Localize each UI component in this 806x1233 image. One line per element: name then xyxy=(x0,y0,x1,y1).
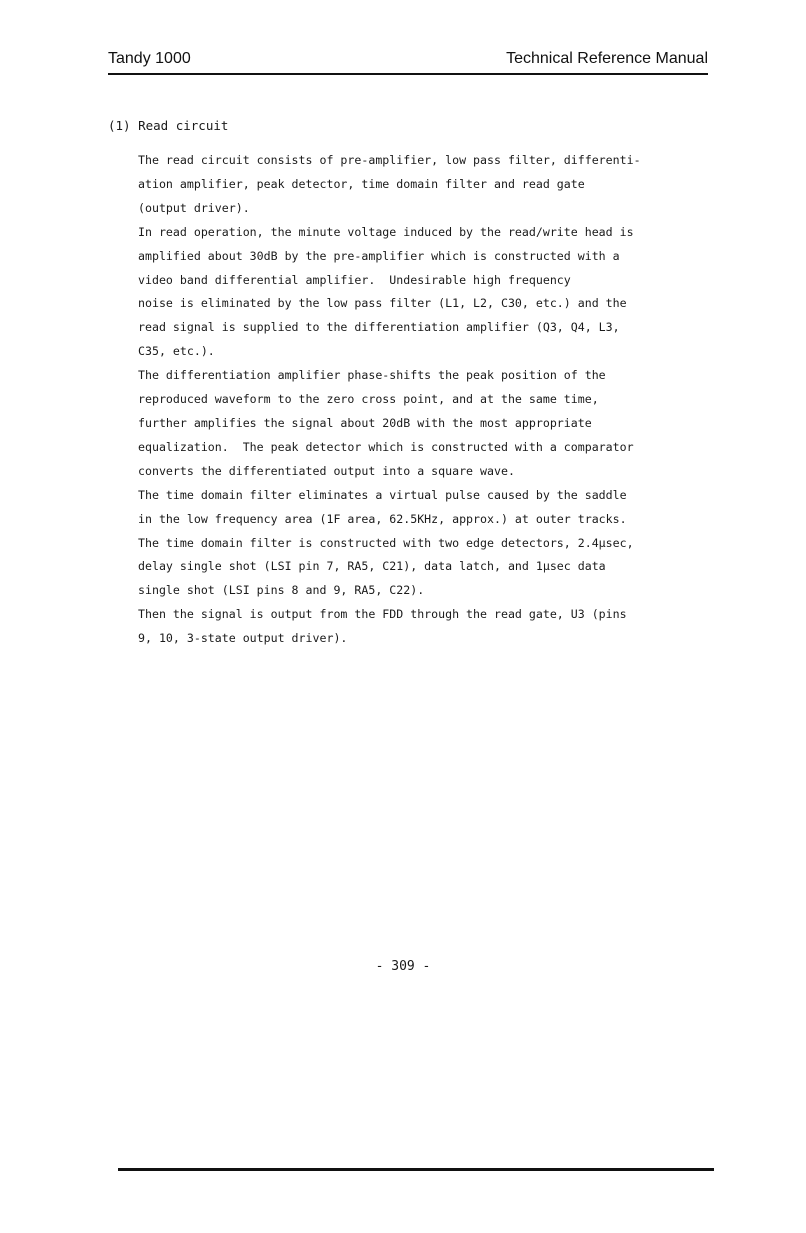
text-line: The time domain filter eliminates a virtual pulse caused by the saddle xyxy=(138,487,627,502)
text-line: C35, etc.). xyxy=(138,344,215,359)
header-divider xyxy=(108,73,708,75)
text-line: Then the signal is output from the FDD through the read gate, U3 (pins xyxy=(138,607,627,622)
text-line: read signal is supplied to the differentiation amplifier (Q3, Q4, L3, xyxy=(138,320,620,335)
text-line: converts the differentiated output into a square wave. xyxy=(138,463,515,478)
running-header-title: Tandy 1000 xyxy=(108,50,191,67)
text-line: video band differential amplifier. Undesirable high frequency xyxy=(138,272,571,287)
text-line: equalization. The peak detector which is constructed with a comparator xyxy=(138,439,634,454)
text-line: 9, 10, 3-state output driver). xyxy=(138,631,348,646)
running-header-manual: Technical Reference Manual xyxy=(506,50,708,67)
text-line: further amplifies the signal about 20dB with the most appropriate xyxy=(138,415,592,430)
footer-divider xyxy=(118,1168,714,1171)
text-line: noise is eliminated by the low pass filter (L1, L2, C30, etc.) and the xyxy=(138,296,627,311)
page-number: - 309 - xyxy=(375,959,431,974)
text-line: ation amplifier, peak detector, time domain filter and read gate xyxy=(138,176,585,191)
body-paragraphs xyxy=(138,149,713,651)
text-line: The differentiation amplifier phase-shifts the peak position of the xyxy=(138,368,606,383)
text-line: delay single shot (LSI pin 7, RA5, C21), data latch, and 1µsec data xyxy=(138,559,606,574)
text-line: The time domain filter is constructed with two edge detectors, 2.4µsec, xyxy=(138,535,634,550)
text-line: The read circuit consists of pre-amplifier, low pass filter, differenti- xyxy=(138,153,641,167)
text-line: In read operation, the minute voltage induced by the read/write head is xyxy=(138,224,634,239)
text-line: reproduced waveform to the zero cross point, and at the same time, xyxy=(138,392,599,407)
text-line: (output driver). xyxy=(138,200,250,215)
text-line: amplified about 30dB by the pre-amplifier which is constructed with a xyxy=(138,248,620,263)
text-line: in the low frequency area (1F area, 62.5KHz, approx.) at outer tracks. xyxy=(138,511,627,526)
section-heading: (1) Read circuit xyxy=(108,118,229,133)
text-line: single shot (LSI pins 8 and 9, RA5, C22). xyxy=(138,583,425,598)
